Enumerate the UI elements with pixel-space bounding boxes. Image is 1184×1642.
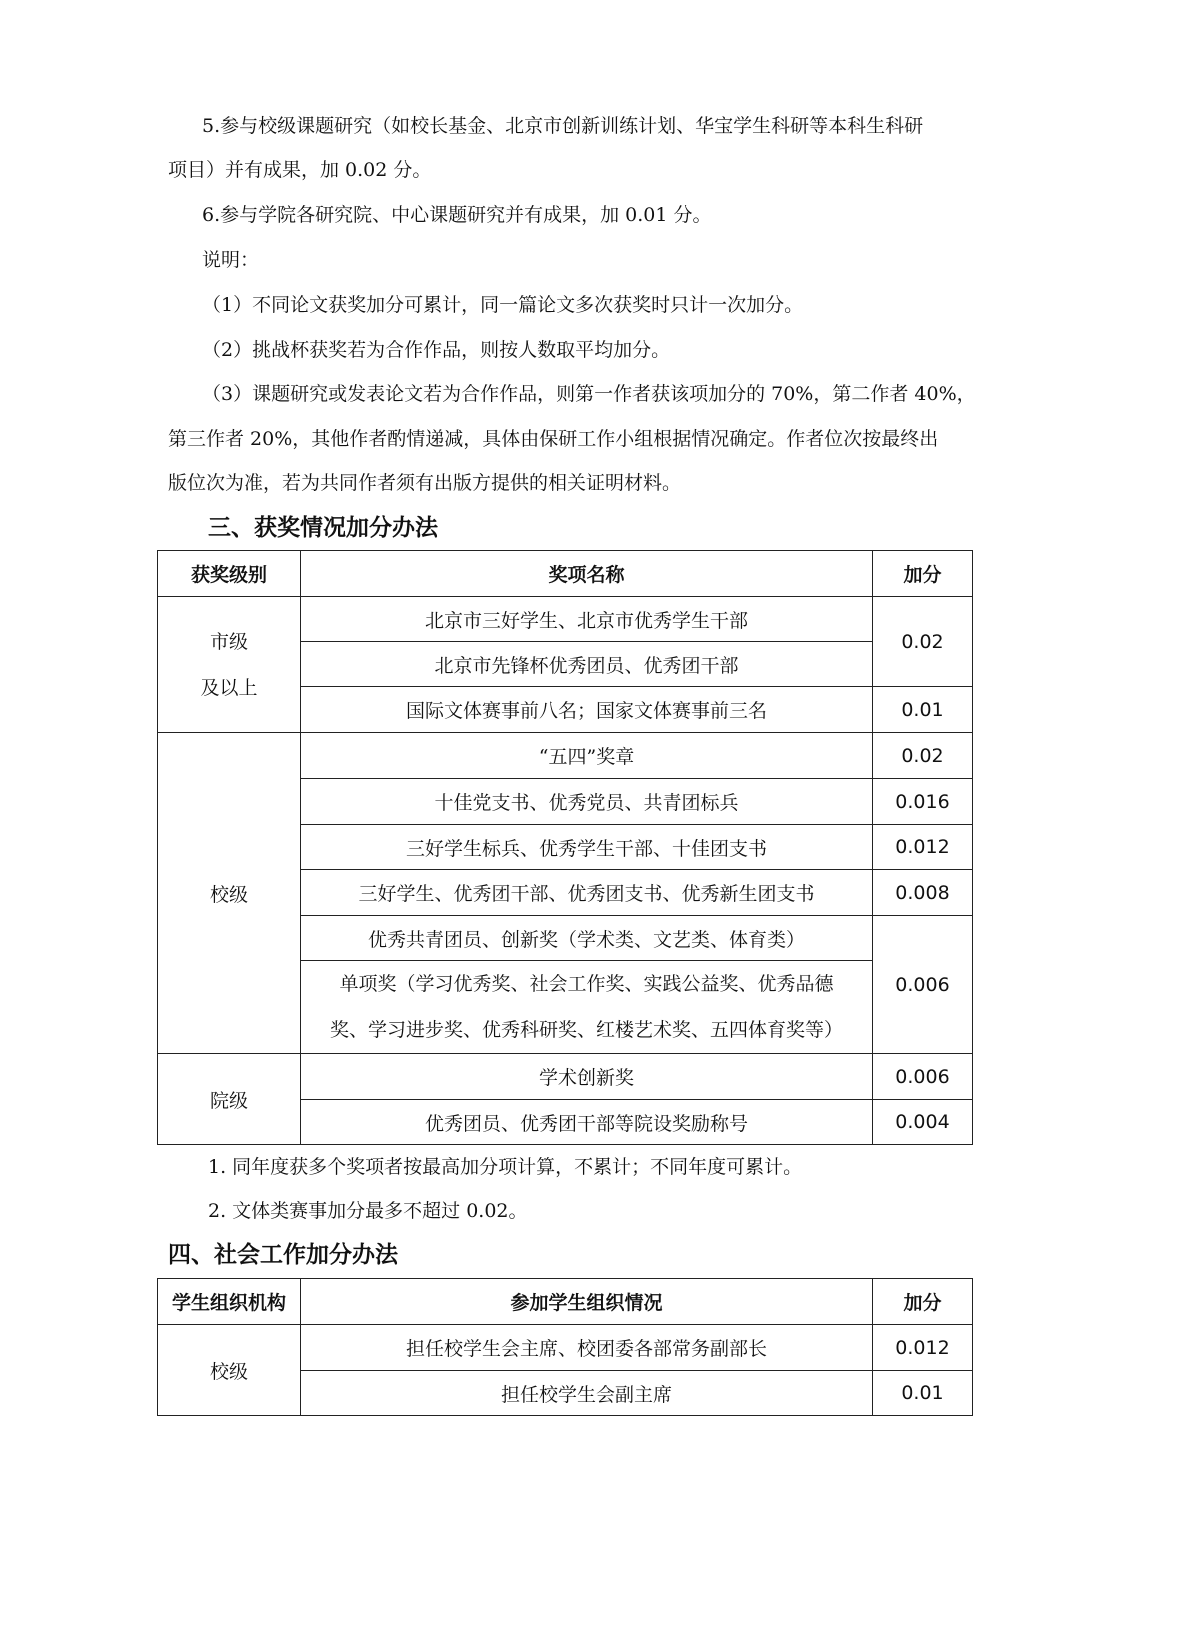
award-name: “五四”奖章 (301, 733, 873, 779)
item-5-line2: 项目）并有成果，加 0.02 分。 (168, 159, 432, 181)
level-college: 院级 (158, 1054, 301, 1145)
position-name: 担任校学生会副主席 (301, 1371, 873, 1416)
level-city-line2: 及以上 (200, 676, 258, 699)
award-name: 十佳党支书、优秀党员、共青团标兵 (301, 779, 873, 825)
item-6: 6.参与学院各研究院、中心课题研究并有成果，加 0.01 分。 (202, 204, 712, 226)
level-city (158, 597, 301, 733)
award-score: 0.016 (873, 779, 973, 825)
award-score: 0.006 (873, 916, 973, 1054)
table-row (158, 733, 973, 779)
award-score: 0.02 (873, 597, 973, 687)
award-name-line1: 单项奖（学习优秀奖、社会工作奖、实践公益奖、优秀品德 (339, 973, 834, 995)
award-name: 学术创新奖 (301, 1054, 873, 1100)
table-row (158, 1054, 973, 1100)
note-3-line3: 版位次为准，若为共同作者须有出版方提供的相关证明材料。 (168, 472, 682, 494)
award-score: 0.02 (873, 733, 973, 779)
award-bonus-table (157, 550, 973, 1145)
note-2: （2）挑战杯获奖若为合作作品，则按人数取平均加分。 (202, 339, 671, 361)
header-score: 加分 (873, 1279, 973, 1325)
table-header-row (158, 1279, 973, 1325)
note-1: （1）不同论文获奖加分可累计，同一篇论文多次获奖时只计一次加分。 (202, 294, 804, 316)
note-title: 说明： (202, 249, 260, 271)
social-work-table (157, 1278, 973, 1416)
award-name: 国际文体赛事前八名；国家文体赛事前三名 (301, 687, 873, 733)
award-score: 0.012 (873, 825, 973, 870)
table-header-row (158, 551, 973, 597)
header-award-name: 奖项名称 (301, 551, 873, 597)
award-note-1: 1. 同年度获多个奖项者按最高加分项计算，不累计；不同年度可累计。 (208, 1156, 803, 1178)
award-name: 三好学生标兵、优秀学生干部、十佳团支书 (301, 825, 873, 870)
position-name: 担任校学生会主席、校团委各部常务副部长 (301, 1325, 873, 1371)
table-row (158, 597, 973, 642)
award-score: 0.006 (873, 1054, 973, 1100)
award-name-line2: 奖、学习进步奖、优秀科研奖、红楼艺术奖、五四体育奖等） (329, 1019, 843, 1041)
header-score: 加分 (873, 551, 973, 597)
header-situation: 参加学生组织情况 (301, 1279, 873, 1325)
award-score: 0.008 (873, 870, 973, 916)
note-3-line1: （3）课题研究或发表论文若为合作作品，则第一作者获该项加分的 70%，第二作者 40%， (202, 383, 976, 405)
award-name-multiline (301, 961, 873, 1054)
level-school: 校级 (158, 733, 301, 1054)
table-row (158, 1325, 973, 1371)
note-3-line2: 第三作者 20%，其他作者酌情递减，具体由保研工作小组根据情况确定。作者位次按最终出 (168, 428, 939, 450)
level-city-line1: 市级 (209, 630, 248, 653)
award-score: 0.004 (873, 1100, 973, 1145)
position-score: 0.012 (873, 1325, 973, 1371)
award-name: 北京市先锋杯优秀团员、优秀团干部 (301, 642, 873, 687)
award-name: 北京市三好学生、北京市优秀学生干部 (301, 597, 873, 642)
award-name: 三好学生、优秀团干部、优秀团支书、优秀新生团支书 (301, 870, 873, 916)
level-school: 校级 (158, 1325, 301, 1416)
position-score: 0.01 (873, 1371, 973, 1416)
item-5-line1: 5.参与校级课题研究（如校长基金、北京市创新训练计划、华宝学生科研等本科生科研 (202, 115, 924, 137)
award-note-2: 2. 文体类赛事加分最多不超过 0.02。 (208, 1200, 528, 1222)
header-org: 学生组织机构 (158, 1279, 301, 1325)
award-name: 优秀共青团员、创新奖（学术类、文艺类、体育类） (301, 916, 873, 961)
award-score: 0.01 (873, 687, 973, 733)
header-level: 获奖级别 (158, 551, 301, 597)
section-3-title: 三、获奖情况加分办法 (208, 514, 438, 541)
award-name: 优秀团员、优秀团干部等院设奖励称号 (301, 1100, 873, 1145)
section-4-title: 四、社会工作加分办法 (168, 1241, 398, 1268)
